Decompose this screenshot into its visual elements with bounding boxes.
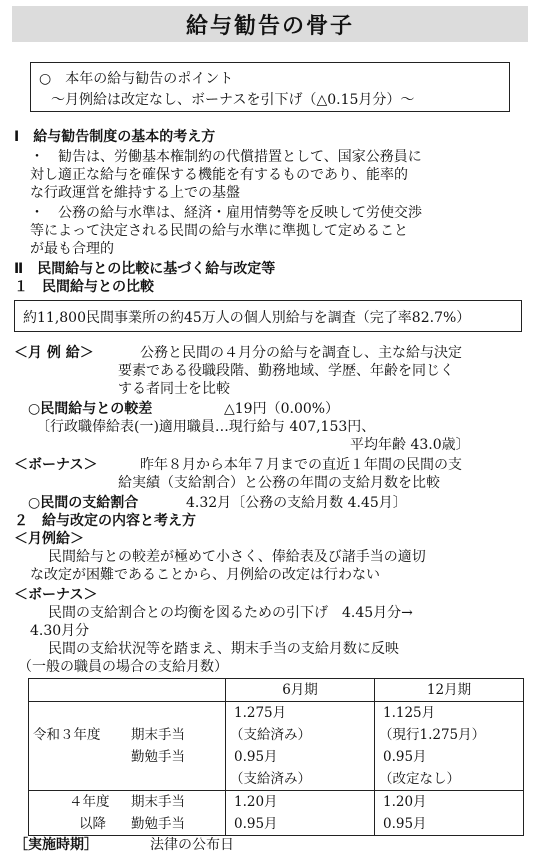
r1-june-kinben-note: （支給済み） — [230, 771, 311, 787]
r2-kimatsu: 期末手当 — [131, 794, 185, 810]
r2-june-kimatsu: 1.20月 — [234, 794, 278, 810]
r1-kinben: 勤勉手当 — [131, 749, 185, 765]
survey-text: 約11,800民間事業所の約45万人の個人別給与を調査（完了率82.7%） — [23, 310, 471, 326]
section2-heading: Ⅱ 民間給与との比較に基づく給与改定等 — [14, 261, 276, 277]
r2-label1: ４年度 — [69, 794, 110, 810]
bonus-text-line2: 給実績（支給割合）と公務の年間の支給月数を比較 — [118, 475, 440, 491]
monthly-text-line2: 要素である役職段階、勤務地域、学歴、年齢を同じく — [118, 363, 454, 379]
section2-sub2: ２ 給与改定の内容と考え方 — [14, 513, 196, 529]
diff-note-line2: 平均年齢 43.0歳〕 — [350, 437, 470, 453]
r1-label: 令和３年度 — [33, 727, 101, 743]
bonus-label: ＜ボーナス＞ — [14, 457, 98, 473]
table-row — [29, 702, 524, 791]
r1-june-cell — [226, 702, 375, 791]
table-row-label — [29, 702, 226, 791]
r2-kinben: 勤勉手当 — [131, 816, 185, 832]
section1-heading: Ⅰ 給与勧告制度の基本的考え方 — [14, 129, 216, 145]
bonus2-line2: 4.30月分 — [30, 623, 90, 639]
monthly-text-line3: する者同士を比較 — [118, 381, 230, 397]
r1-june-kimatsu: 1.275月 — [234, 705, 287, 721]
monthly2-text-line2: な改定が困難であることから、月例給の改定は行わない — [30, 567, 380, 583]
section1-bullet1-line2: 対し適正な給与を確保する機能を有するものであり、能率的 — [30, 167, 408, 183]
point-box — [30, 62, 510, 112]
table-header-dec: 12月期 — [375, 679, 524, 702]
table-row-label — [29, 791, 226, 836]
section1-bullet2-line3: が最も合理的 — [30, 241, 114, 257]
bonus2-line4: （一般の職員の場合の支給月数） — [18, 659, 228, 675]
monthly-text-line1: 公務と民間の４月分の給与を調査し、主な給与決定 — [140, 345, 462, 361]
table-header-blank — [29, 679, 226, 702]
section1-bullet2-line1: ・ 公務の給与水準は、経済・雇用情勢等を反映して労使交渉 — [30, 205, 422, 221]
footer-value: 法律の公布日 — [150, 837, 234, 853]
bonus2-label: ＜ボーナス＞ — [14, 587, 98, 603]
survey-box — [14, 300, 522, 332]
r2-dec-kinben: 0.95月 — [383, 816, 427, 832]
r1-dec-kimatsu-note: （現行1.275月） — [379, 727, 486, 743]
monthly-label: ＜月 例 給＞ — [14, 345, 94, 361]
page-title: 給与勧告の骨子 — [12, 6, 528, 42]
r1-dec-kimatsu: 1.125月 — [383, 705, 436, 721]
bonus2-line1: 民間の支給割合との均衡を図るための引下げ 4.45月分→ — [48, 605, 413, 621]
point-summary: ～月例給は改定なし、ボーナスを引下げ（△0.15月分）～ — [51, 92, 415, 108]
bonus-table — [28, 678, 524, 836]
r1-kimatsu: 期末手当 — [131, 727, 185, 743]
table-row — [29, 791, 524, 836]
r2-dec-cell — [375, 791, 524, 836]
diff-note-line1: 〔行政職俸給表(一)適用職員…現行給与 407,153円、 — [36, 419, 376, 435]
diff-value: △19円（0.00%） — [224, 401, 340, 417]
r2-label2: 以降 — [79, 816, 106, 832]
ratio-label: ○民間の支給割合 — [28, 495, 139, 511]
r1-june-kimatsu-note: （支給済み） — [230, 727, 311, 743]
section2-sub1: １ 民間給与との比較 — [14, 279, 154, 295]
r2-dec-kimatsu: 1.20月 — [383, 794, 427, 810]
r2-june-kinben: 0.95月 — [234, 816, 278, 832]
r1-dec-kinben: 0.95月 — [383, 749, 427, 765]
section1-bullet1-line1: ・ 勧告は、労働基本権制約の代償措置として、国家公務員に — [30, 149, 422, 165]
r1-june-kinben: 0.95月 — [234, 749, 278, 765]
r1-dec-cell — [375, 702, 524, 791]
monthly2-label: ＜月例給＞ — [14, 531, 84, 547]
monthly2-text-line1: 民間給与との較差が極めて小さく、俸給表及び諸手当の適切 — [48, 549, 426, 565]
r2-june-cell — [226, 791, 375, 836]
section1-bullet2-line2: 等によって決定される民間の給与水準に準拠して定めること — [30, 223, 408, 239]
footer-label: ［実施時期］ — [14, 837, 98, 853]
point-heading: ○ 本年の給与勧告のポイント — [39, 71, 234, 87]
table-header-june: 6月期 — [226, 679, 375, 702]
bonus-text-line1: 昨年８月から本年７月までの直近１年間の民間の支 — [140, 457, 462, 473]
diff-label: ○民間給与との較差 — [28, 401, 153, 417]
r1-dec-kinben-note: （改定なし） — [379, 771, 460, 787]
section1-bullet1-line3: な行政運営を維持する上での基盤 — [30, 185, 240, 201]
bonus2-line3: 民間の支給状況等を踏まえ、期末手当の支給月数に反映 — [48, 641, 399, 657]
ratio-value: 4.32月〔公務の支給月数 4.45月〕 — [186, 495, 407, 511]
